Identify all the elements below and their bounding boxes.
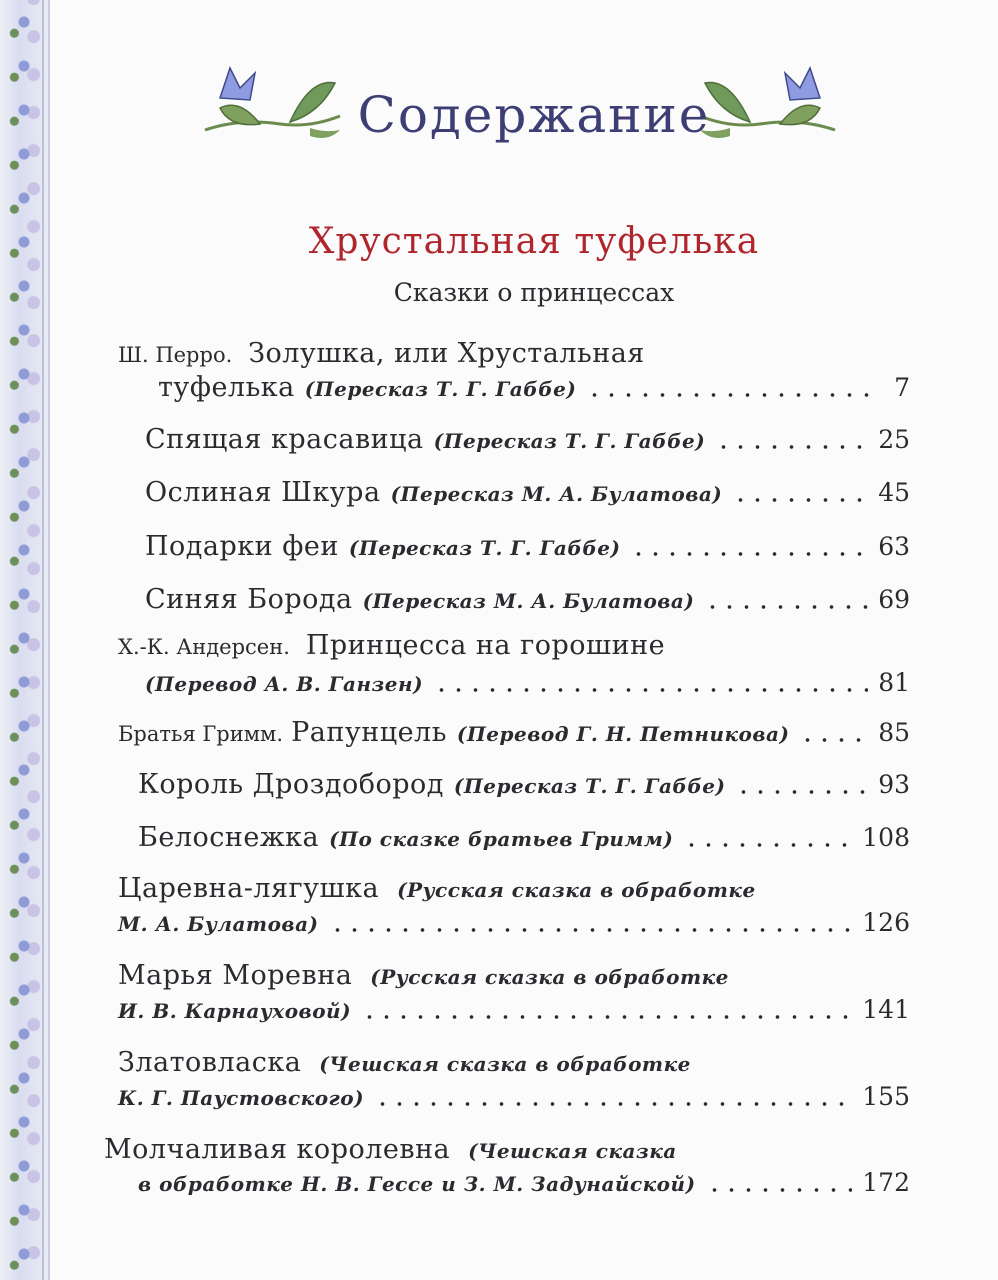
toc-entry-goldilocks-cont [118, 1082, 910, 1111]
entry-title: Марья Моревна [118, 960, 353, 991]
entry-page: 141 [862, 995, 910, 1024]
entry-note-cont: И. В. Карнауховой) [118, 999, 352, 1023]
toc-entry-princess-pea-cont [145, 668, 910, 697]
toc-entry-marya-morevna [118, 960, 910, 991]
toc-entry-king-thrushbeard [138, 769, 910, 800]
entry-page: 63 [878, 532, 910, 561]
toc-entry-silent-princess [104, 1134, 910, 1165]
toc-entry-silent-princess-cont [138, 1168, 910, 1197]
entry-title: Подарки феи [145, 531, 339, 562]
entry-title-cont: туфелька [158, 372, 295, 403]
toc-entry-donkeyskin [145, 477, 910, 508]
toc-entry-sleeping-beauty [145, 424, 910, 455]
entry-title: Синяя Борода [145, 584, 353, 615]
entry-title: Принцесса на горошине [305, 630, 666, 661]
entry-note: (Пересказ Т. Г. Габбе) [304, 377, 577, 401]
entry-note: (Пересказ М. А. Булатова) [390, 482, 723, 506]
toc-entry-marya-morevna-cont [118, 995, 910, 1024]
dot-leader [361, 1015, 852, 1019]
entry-note: (Перевод Г. Н. Петникова) [456, 722, 790, 746]
toc-entry-cinderella [118, 338, 910, 369]
entry-note: (Русская сказка в обработке [397, 878, 756, 902]
entry-page: 69 [878, 585, 910, 614]
entry-note-cont: М. А. Булатова) [118, 912, 319, 936]
entry-page: 85 [878, 718, 910, 747]
dot-leader [586, 393, 870, 397]
entry-author: Ш. Перро. [118, 343, 233, 367]
toc-entry-snow-white [138, 822, 910, 853]
toc-entry-frog-princess-cont [118, 908, 910, 937]
toc-entry-fairy-gifts [145, 531, 910, 562]
toc-entry-cinderella-cont [158, 372, 910, 403]
book-title: Хрустальная туфелька [308, 221, 760, 262]
toc-entry-rapunzel [118, 717, 910, 748]
dot-leader [433, 688, 868, 692]
dot-leader [630, 552, 868, 556]
dot-leader [374, 1102, 852, 1106]
entry-page: 25 [878, 425, 910, 454]
entry-page: 81 [878, 668, 910, 697]
toc-entry-princess-pea [118, 630, 910, 661]
entry-page: 126 [862, 908, 910, 937]
entry-note-cont: К. Г. Паустовского) [118, 1086, 365, 1110]
entry-note: (Чешская сказка [468, 1139, 677, 1163]
entry-note: (Пересказ М. А. Булатова) [362, 589, 695, 613]
entry-page: 7 [894, 373, 910, 402]
entry-page: 155 [862, 1082, 910, 1111]
entry-title: Король Дроздобород [138, 769, 444, 800]
entry-title: Рапунцель [291, 717, 447, 748]
toc-entry-bluebeard [145, 584, 910, 615]
toc-entry-goldilocks [118, 1047, 910, 1078]
entry-note: (Пересказ Т. Г. Габбе) [453, 774, 726, 798]
book-subtitle: Сказки о принцессах [393, 278, 675, 307]
entry-note: (Русская сказка в обработке [370, 965, 729, 989]
entry-page: 93 [878, 770, 910, 799]
entry-note: (Пересказ Т. Г. Габбе) [433, 429, 706, 453]
page-title: Содержание [357, 86, 711, 144]
entry-title: Золушка, или Хрустальная [248, 338, 645, 369]
dot-leader [683, 843, 852, 847]
entry-title: Царевна-лягушка [118, 873, 380, 904]
entry-page: 108 [862, 823, 910, 852]
toc-entry-frog-princess [118, 873, 910, 904]
dot-leader [329, 928, 853, 932]
entry-title: Спящая красавица [145, 424, 424, 455]
entry-note: (Чешская сказка в обработке [319, 1052, 691, 1076]
dot-leader [715, 445, 868, 449]
entry-note: (Пересказ Т. Г. Габбе) [348, 536, 621, 560]
dot-leader [799, 738, 868, 742]
dot-leader [704, 605, 868, 609]
entry-title: Белоснежка [138, 822, 320, 853]
entry-note: (По сказке братьев Гримм) [329, 827, 674, 851]
dot-leader [706, 1188, 853, 1192]
entry-page: 172 [862, 1168, 910, 1197]
entry-note: (Перевод А. В. Ганзен) [145, 672, 424, 696]
entry-author: Братья Гримм. [118, 722, 284, 746]
entry-title: Молчаливая королевна [104, 1134, 451, 1165]
entry-title: Ослиная Шкура [145, 477, 381, 508]
entry-title: Златовласка [118, 1047, 302, 1078]
entry-note-cont: в обработке Н. В. Гессе и З. М. Задунайской) [138, 1172, 696, 1196]
entry-author: Х.-К. Андерсен. [118, 635, 290, 659]
entry-page: 45 [878, 478, 910, 507]
dot-leader [732, 498, 868, 502]
dot-leader [735, 790, 868, 794]
